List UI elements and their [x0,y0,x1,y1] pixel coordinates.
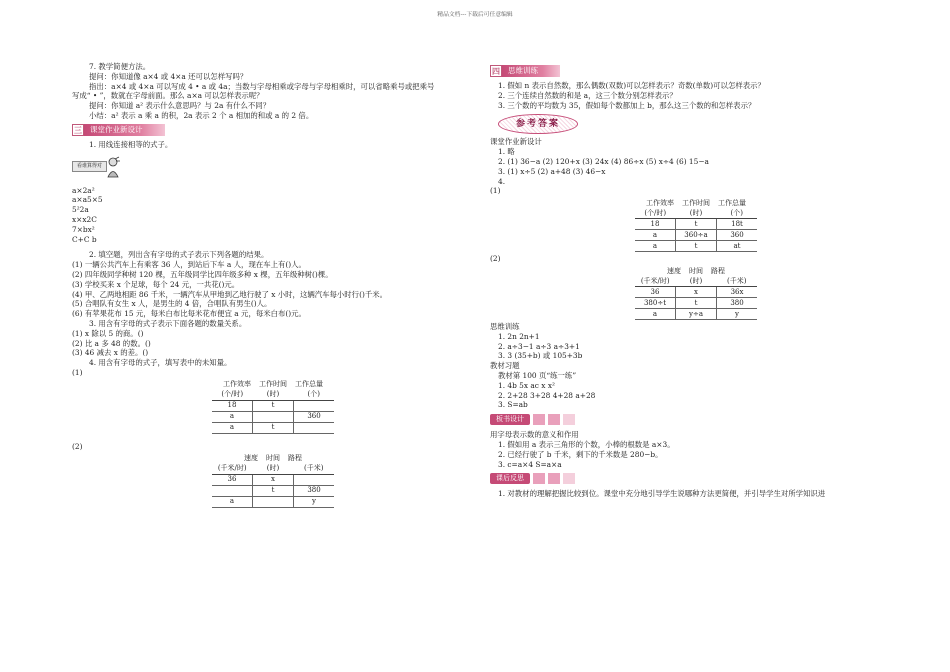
text-line: (2) 比 a 多 48 的数。() [72,338,151,348]
table-cell: 36 [635,286,676,297]
table-unit-cell: (时) [676,208,717,219]
expression-item: 5²2a [72,205,89,215]
text-line: (1) x 除以 5 的商。() [72,328,144,338]
table-unit-cell: (个) [717,208,758,219]
text-line: (1) 一辆公共汽车上有乘客 36 人，到站后下车 a 人，现在车上有()人。 [72,260,306,270]
table-cell [253,496,294,507]
table-unit-cell: (时) [253,464,294,475]
matching-expressions [72,186,462,245]
decor-square [548,414,560,425]
thinking-figure-icon [104,156,122,178]
reflection-heading [490,473,882,484]
text-line: 写成“ • ”，数就在字母前面。那么 a×a 可以怎样表示呢？ [72,91,264,101]
board-design-heading [490,414,882,425]
text-line: 3. c=a×4 S=a×a [498,459,562,469]
text-line: 1. 对教材的理解把握比较到位。课堂中充分地引导学生说哪种方法更简便，并引导学生对所学知识进 [498,489,826,499]
thinking-questions [490,81,882,110]
expression-item: C+C b [72,234,97,244]
text-line: 2. 已经行驶了 b 千米，剩下的千米数是 280−b。 [498,449,663,459]
table-row [635,297,757,308]
table-unit-cell: (个/时) [635,208,676,219]
speed-table [212,454,334,508]
table-row [212,474,334,485]
question-1: 1. 用线连接相等的式子。 [89,139,173,149]
table-header-cell: 路程 [711,266,725,275]
answer-work-rate-table [635,198,757,252]
text-line: 3. 用含有字母的式子表示下面各题的数量关系。 [89,318,247,328]
text-line: 用字母表示数的意义和作用 [490,430,579,440]
table-unit-cell: (千米/时) [212,464,253,475]
reflection-title: 课后反思 [490,473,530,484]
text-line: 课堂作业新设计 [490,137,542,147]
text-line: (2) 四年级同学种树 120 棵，五年级同学比四年级多种 x 棵，五年级种树()棵。 [72,269,333,279]
table-cell: 18t [717,219,758,230]
table-header-cell: 时间 [689,266,703,275]
table-cell: a [635,241,676,252]
text-line: 3. (1) x÷5 (2) a+48 (3) 46−x [498,166,606,176]
table-cell [212,485,253,496]
decor-square [548,473,560,484]
text-line: 思维训练 [490,321,520,331]
board-design-title: 板书设计 [490,414,530,425]
table-cell: x [253,474,294,485]
reflection-content [490,489,882,499]
teaching-method-section [72,62,462,121]
table-cell: 380 [294,485,335,496]
table-unit-cell: (千米/时) [635,276,676,287]
table-cell: a [635,230,676,241]
table-cell: 380÷t [635,297,676,308]
decor-square [533,473,545,484]
text-line: 1. 2n 2n+1 [498,331,540,341]
table-cell: a [212,411,253,422]
text-line: (3) 学校买来 x 个足球，每个 24 元，一共花()元。 [72,279,240,289]
table-cell: 18 [212,400,253,411]
answer-table-2-label: (2) [490,254,501,264]
table-header-cell: 时间 [266,454,280,463]
table-cell [294,474,335,485]
decor-square [533,414,545,425]
section-title: 思维训练 [502,65,560,77]
left-column [72,62,462,510]
text-line: 1. 假如用 a 表示三角形的个数，小棒的根数是 a×3。 [498,439,675,449]
text-line: (4) 甲、乙两地相距 86 千米，一辆汽车从甲地到乙地行驶了 x 小时，这辆汽车每小时行()千米。 [72,289,388,299]
table-cell: 36 [212,474,253,485]
text-line: 2. 填空题，列出含有字母的式子表示下列各题的结果。 [89,250,269,260]
table-cell: 380 [717,297,758,308]
table-header-cell: 速度 [244,454,258,463]
table-header-cell: 工作效率 [223,380,251,389]
section-number: 三 [74,124,82,135]
table-header-cell: 速度 [667,266,681,275]
table-cell: t [676,219,717,230]
work-rate-table [212,380,334,434]
table-header-cell: 工作总量 [295,380,323,389]
text-line: 指出：a×4 或 4×a 可以写成 4 • a 或 4a；当数与字母相乘或字母与字母相乘时，可以省略乘号或把乘号 [89,81,435,91]
table-cell [294,400,335,411]
table-cell: t [676,297,717,308]
table-cell [253,411,294,422]
text-line: 1. 4b 5x ac x x² [498,380,555,390]
table-cell [294,422,335,433]
table-cell: t [676,241,717,252]
section-number: 四 [492,66,500,76]
section-heading-classwork [72,124,462,136]
answer-speed-table [635,266,757,320]
table-cell: 18 [635,219,676,230]
table-row [635,308,757,319]
text-line: 4. 用含有字母的式子，填写表中的未知量。 [89,358,232,368]
text-line: 教材习题 [490,361,520,371]
text-line: (6) 有苹果花布 15 元，每米白布比每米花布便宜 a 元，每米白布()元。 [72,309,306,319]
table-header-cell: 路程 [288,454,302,463]
table-cell: a [212,496,253,507]
table-header-cell: 工作时间 [259,380,287,389]
table-cell: 36x [717,286,758,297]
table-header-cell: 工作总量 [718,198,746,207]
table-unit-cell: (时) [253,390,294,401]
answers-banner: 参考答案 [498,114,578,134]
table-2-label: (2) [72,441,83,451]
table-cell: at [717,241,758,252]
table-cell: t [253,400,294,411]
table-cell: t [253,422,294,433]
tip-badge [72,156,462,178]
text-line: 教材第 100 页“练一练” [498,370,577,380]
text-line: 小结：a² 表示 a 乘 a 的积，2a 表示 2 个 a 相加的和或 a 的 2 倍。 [89,110,314,120]
table-cell: 360÷a [676,230,717,241]
text-line: (5) 合唱队有女生 x 人，是男生的 4 倍，合唱队有男生()人。 [72,299,272,309]
board-design-content [490,430,882,469]
table-header-cell: 工作效率 [646,198,674,207]
text-line: 2. (1) 36−a (2) 120+x (3) 24x (4) 86÷x (5) x÷4 (6) 15−a [498,156,709,166]
table-cell: y [294,496,335,507]
section-title: 课堂作业新设计 [84,124,165,136]
table-cell: 360 [294,411,335,422]
expression-item: a×a5×5 [72,195,103,205]
table-cell: t [253,485,294,496]
answers-classwork [490,137,882,186]
table-cell: y÷a [676,308,717,319]
text-line: 7. 教学简便方法。 [89,62,151,71]
answer-table-1-label: (1) [490,186,501,196]
table-row [212,422,334,433]
table-1-label: (1) [72,367,83,377]
answers-thinking-textbook [490,322,882,410]
table-cell: a [212,422,253,433]
text-line: 提问：你知道 a² 表示什么意思吗？与 2a 有什么不同？ [89,101,271,111]
text-line: 3. S=ab [498,400,528,410]
text-line: 1. 假如 n 表示自然数，那么偶数(双数)可以怎样表示？奇数(单数)可以怎样表示？ [498,81,765,90]
expression-item: x×x2C [72,214,97,224]
table-cell: y [717,308,758,319]
table-row [635,286,757,297]
text-line: 提问：你知道像 a×4 或 4×a 还可以怎样写吗？ [89,71,248,81]
table-row [212,485,334,496]
table-row [212,400,334,411]
table-unit-cell: (个) [294,390,335,401]
table-cell: x [676,286,717,297]
table-unit-cell: (时) [676,276,717,287]
text-line: 1. 略 [498,147,515,157]
table-cell: a [635,308,676,319]
text-line: 3. 3 (35+b) 或 105+3b [498,351,583,361]
table-row [212,411,334,422]
table-unit-cell: (千米) [294,464,335,475]
text-line: (3) 46 减去 x 的差。() [72,348,149,358]
expression-item: a×2a² [72,185,95,195]
expression-item: 7×bx² [72,224,95,234]
decor-square [563,473,575,484]
fill-in-questions [72,250,462,368]
table-row [212,496,334,507]
page-header: 精品文档---下载后可任意编辑 [437,12,513,18]
text-line: 2. a÷3−1 a÷3 a÷3+1 [498,341,580,351]
section-heading-thinking [490,65,882,77]
tip-label: 看谁算得对 [72,161,107,172]
table-header-cell: 工作时间 [682,198,710,207]
table-cell: 360 [717,230,758,241]
decor-square [563,414,575,425]
table-unit-cell: (个/时) [212,390,253,401]
table-row [635,241,757,252]
table-row [635,230,757,241]
text-line: 2. 2+28 3+28 4+28 a+28 [498,390,596,400]
text-line: 3. 三个数的平均数为 35，假如每个数都加上 b，那么这三个数的和怎样表示？ [498,100,756,110]
right-column [490,62,882,499]
text-line: 2. 三个连续自然数的和是 a，这三个数分别怎样表示？ [498,90,677,100]
table-row [635,219,757,230]
text-line: 4. [498,176,506,186]
table-unit-cell: (千米) [717,276,758,287]
